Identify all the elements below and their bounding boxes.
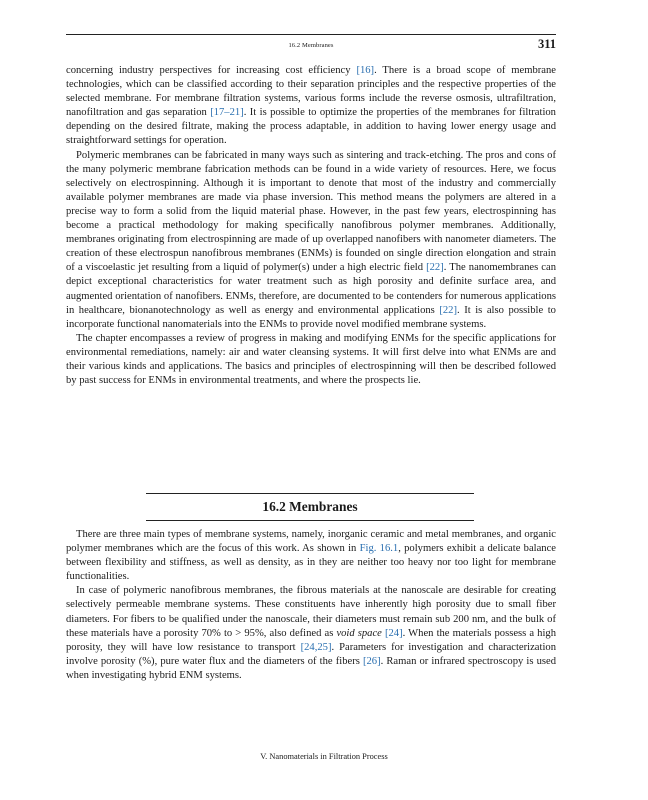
paragraph-5 (66, 584, 556, 683)
text-run: . Raman or infrared spectroscopy is used when investigating hybrid ENM systems. (66, 655, 557, 681)
text-run: . It is also possible to incorporate functional nanomaterials into the ENMs to provide novel modified membrane systems. (66, 304, 556, 330)
running-title: 16.2 Membranes (288, 42, 334, 49)
page-number: 311 (537, 37, 556, 51)
running-header (66, 34, 556, 57)
text-run: . There is a broad scope of membrane technologies, which can be classified according to their separation principles and the respective properties of the selected membrane. For membrane filtration systems, various forms include the reverse osmosis, ultrafiltration, nanofiltration and gas separation (66, 65, 556, 119)
citation-link[interactable]: [26] (362, 655, 381, 667)
text-run: In case of polymeric nanofibrous membranes, the fibrous materials at the nanoscale are desirable for creating selectively permeable membrane systems. These constituents have inherently high porosity due to small fiber diameters. For fibers to be qualified under the nanoscale, their diameters must remain sub 200 nm, and the bulk of these materials have a porosity 70% to > 95%, also defined as (66, 585, 556, 639)
paragraph-4 (66, 528, 556, 584)
text-run: . Parameters for investigation and characterization involve porosity (%), pure water flux and the diameters of the fibers (66, 641, 556, 667)
text-run: . The nanomembranes can depict exceptional characteristics for water treatment such as high porosity and definite surface area, and augmented orientation of nanofibers. ENMs, therefore, are documented to be contenders for numerous applications in healthcare, bionanotechnology as well as energy and environmental applications (66, 262, 556, 316)
text-run: . It is possible to optimize the properties of the membranes for filtration depending on the desired filtrate, making the process adaptable, in addition to having lower energy usage and straightforward settings for operation. (66, 107, 556, 147)
paragraph-2 (66, 149, 556, 332)
text-run: . When the materials possess a high porosity, they will have low resistance to transport (66, 627, 557, 653)
text-run: , polymers exhibit a delicate balance between flexibility and stiffness, as well as density, as in they are neither too heavy nor too light for membrane functionalities. (66, 543, 557, 583)
section-heading (146, 493, 474, 521)
paragraph-1 (66, 64, 556, 149)
section-rule-bottom (146, 520, 474, 521)
text-run: Polymeric membranes can be fabricated in many ways such as sintering and track-etching. The pros and cons of the many polymeric membrane fabrication methods can be found in a wide variety of resources. Here, we focus selectively on electrospinning. Although it is important to denote that most of the industry and commercially available polymer membranes are made via phase inversion. This method means the polymers are altered in a precise way to form a solid from the liquid material phase. However, in the past few years, electrospinning has become a practical methodology for making specifically nanofibrous polymer membranes. Additionally, membranes originating from electrospinning are made of up overlapped nanofibers with nanometer diameters. The creation of these electrospun nanofibrous membranes (ENMs) is founded on single direction elongation and strain of a viscoelastic jet resulting from a liquid of polymer(s) under a high electric field (66, 149, 556, 274)
citation-link[interactable]: [22] (439, 304, 457, 316)
figure-link[interactable]: Fig. 16.1 (359, 543, 399, 555)
text-run: concerning industry perspectives for increasing cost efficiency (66, 65, 357, 76)
page-footer: V. Nanomaterials in Filtration Process (260, 752, 388, 761)
emphasis: void space (336, 627, 382, 639)
citation-link[interactable]: [22] (426, 262, 444, 274)
body-text-top (66, 64, 556, 388)
paragraph-3 (66, 332, 556, 388)
citation-link[interactable]: [24] (384, 627, 403, 639)
section-title: 16.2 Membranes (262, 499, 358, 514)
citation-link[interactable]: [24,25] (300, 641, 332, 653)
citation-link[interactable]: [16] (356, 65, 375, 76)
citation-link[interactable]: [17–21] (210, 107, 244, 119)
text-run: The chapter encompasses a review of progress in making and modifying ENMs for the specific applications for environmental remediations, namely: air and water cleansing systems. It will first delve into what ENMs are and their various kinds and applications. The basics and principles of electrospinning will then be described followed by past success for ENMs in environmental treatments, and where the prospects lie. (66, 332, 556, 387)
text-run: There are three main types of membrane systems, namely, inorganic ceramic and metal membranes, and organic polymer membranes which are the focus of this work. As shown in (66, 529, 556, 555)
body-text-bottom (66, 528, 556, 683)
